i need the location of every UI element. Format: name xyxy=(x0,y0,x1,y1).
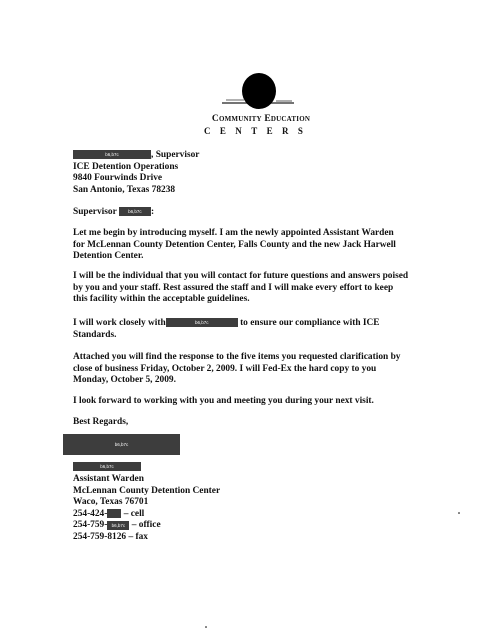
paragraph-compliance: I will work closely with b6,b7c to ensure our compliance with ICE Standards. xyxy=(73,318,380,340)
redaction-box: b6,b7c xyxy=(119,207,151,216)
signature-fax: 254-759-8126 – fax xyxy=(73,531,148,542)
signature-city: Waco, Texas 76701 xyxy=(73,497,149,508)
signature-redaction: b6,b7c xyxy=(63,434,180,455)
signature-cell: 254-424- – cell xyxy=(73,508,145,519)
address-line-1: ICE Detention Operations xyxy=(73,161,179,172)
address-line-2: 9840 Fourwinds Drive xyxy=(73,173,163,184)
logo-text-line1: Community Education xyxy=(211,114,311,124)
redaction-box xyxy=(107,509,121,518)
paragraph-closing: I look forward to working with you and meeting you during your next visit. xyxy=(73,396,374,406)
paragraph-contact: I will be the individual that you will contact for future questions and answers poised by you and your staff. Rest assured the staff and I will make every effort to keep this facility within the acceptable guidelines. xyxy=(73,271,409,305)
scan-speck xyxy=(458,512,460,514)
redaction-box: b6,b7c xyxy=(166,318,238,327)
paragraph-attachment: Attached you will find the response to the five items you requested clarification by close of business Friday, October 2, 2009. I will Fed-Ex the hard copy to you Monday, October 5, 2009. xyxy=(73,352,401,386)
address-line-3: San Antonio, Texas 78238 xyxy=(73,184,176,195)
salutation: Supervisor b6,b7c : xyxy=(73,207,155,217)
logo-text-line2: CENTERS xyxy=(204,126,313,136)
redaction-box: b6,b7c xyxy=(107,521,129,530)
scan-speck xyxy=(205,626,207,628)
signature-office: 254-759- b6,b7c – office xyxy=(73,520,161,531)
company-logo xyxy=(218,72,300,112)
name-redaction: b6,b7c xyxy=(73,462,141,471)
recipient-address xyxy=(73,150,445,196)
recipient-name-line: b6,b7c , Supervisor xyxy=(73,150,445,162)
signature-title: Assistant Warden xyxy=(73,474,144,484)
redaction-box: b6,b7c xyxy=(73,150,151,159)
signature-details xyxy=(73,474,445,544)
signature-org: McLennan County Detention Center xyxy=(73,485,221,496)
closing: Best Regards, xyxy=(73,417,129,427)
paragraph-intro: Let me begin by introducing myself. I am the newly appointed Assistant Warden for McLennan County Detention Center, Falls County and the new Jack Harwell Detention Center. xyxy=(73,228,396,262)
